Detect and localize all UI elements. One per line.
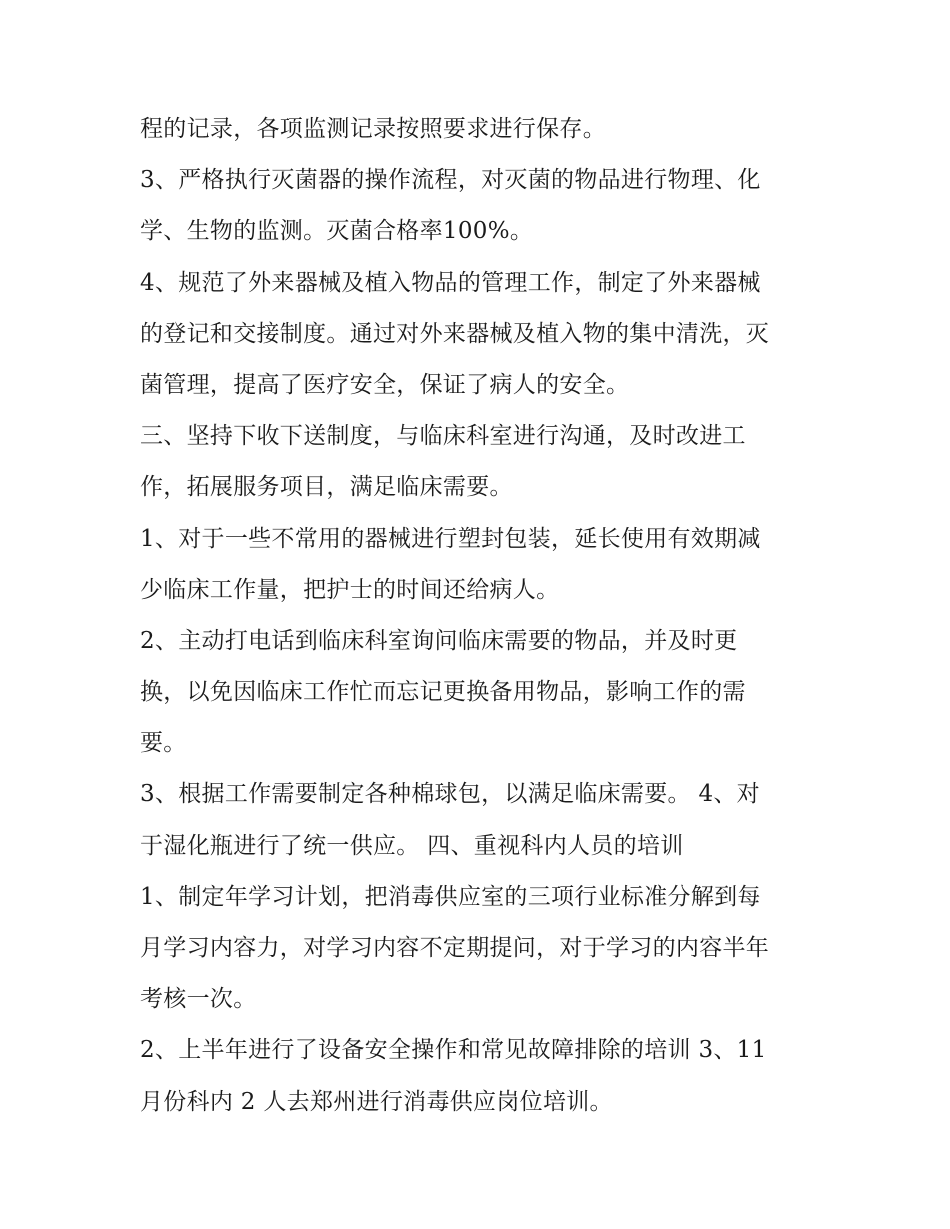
text-line: 考核一次。 [140, 986, 257, 1013]
text-line: 2、主动打电话到临床科室询问临床需要的物品，并及时更 [140, 627, 738, 654]
text-line: 月份科内 2 人去郑州进行消毒供应岗位培训。 [140, 1088, 613, 1115]
document-body [140, 104, 830, 1128]
text-line: 月学习内容力，对学习内容不定期提问，对于学习的内容半年 [140, 935, 770, 961]
text-line: 要。 [140, 730, 187, 757]
text-line: 4、规范了外来器械及植入物品的管理工作，制定了外来器械 [140, 269, 761, 296]
text-line: 程的记录，各项监测记录按照要求进行保存。 [140, 116, 606, 142]
text-line: 3、根据工作需要制定各种棉球包，以满足临床需要。 4、对 [140, 781, 760, 808]
text-line: 学、生物的监测。灭菌合格率100%。 [140, 218, 534, 245]
text-line: 1、制定年学习计划，把消毒供应室的三项行业标准分解到每 [140, 883, 761, 910]
text-line: 2、上半年进行了设备安全操作和常见故障排除的培训 3、11 [140, 1037, 767, 1064]
text-line: 作，拓展服务项目，满足临床需要。 [140, 474, 513, 501]
text-line: 3、严格执行灭菌器的操作流程，对灭菌的物品进行物理、化 [140, 167, 761, 194]
text-line: 于湿化瓶进行了统一供应。 四、重视科内人员的培训 [140, 832, 684, 859]
text-line: 换，以免因临床工作忙而忘记更换备用物品，影响工作的需 [140, 679, 746, 706]
text-line: 1、对于一些不常用的器械进行塑封包装，延长使用有效期减 [140, 525, 761, 552]
text-line: 少临床工作量，把护士的时间还给病人。 [140, 576, 560, 603]
text-line: 菌管理，提高了医疗安全，保证了病人的安全。 [140, 371, 630, 398]
text-line: 的登记和交接制度。通过对外来器械及植入物的集中清洗，灭 [140, 320, 770, 347]
text-line: 三、坚持下收下送制度，与临床科室进行沟通，及时改进工 [140, 423, 746, 450]
